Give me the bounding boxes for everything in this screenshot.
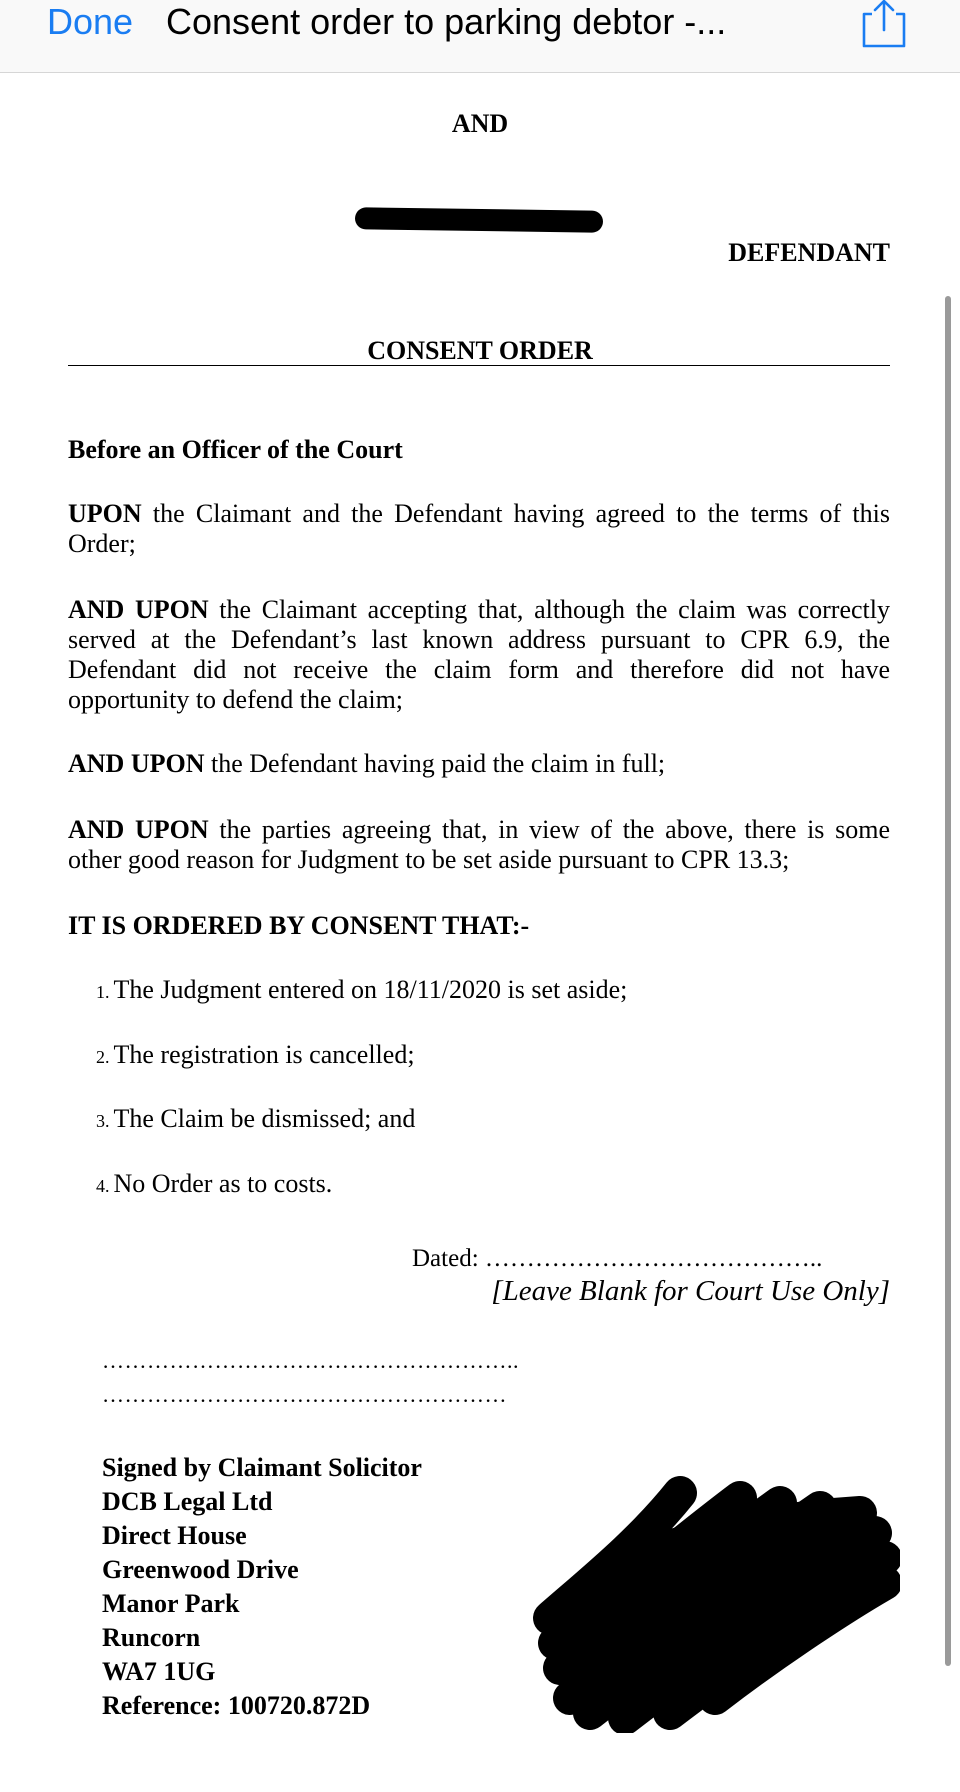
order-item: 3. The Claim be dismissed; and	[96, 1104, 416, 1133]
order-item: 2. The registration is cancelled;	[96, 1040, 415, 1069]
consent-order-heading: CONSENT ORDER	[367, 336, 593, 365]
signer-line: Runcorn	[102, 1623, 201, 1652]
defendant-label: DEFENDANT	[728, 238, 890, 267]
order-item: 1. The Judgment entered on 18/11/2020 is set aside;	[96, 975, 628, 1004]
court-use-note: [Leave Blank for Court Use Only]	[491, 1275, 890, 1307]
scrollbar-thumb[interactable]	[945, 296, 951, 1666]
top-navigation-bar	[0, 0, 960, 73]
signature-line: ………………………………………………	[102, 1382, 507, 1407]
ordered-by-consent-line: IT IS ORDERED BY CONSENT THAT:-	[68, 911, 530, 940]
signer-line: Manor Park	[102, 1589, 240, 1618]
order-item: 4. No Order as to costs.	[96, 1169, 333, 1198]
signer-line: DCB Legal Ltd	[102, 1487, 273, 1516]
share-icon	[858, 0, 910, 50]
signer-line: Greenwood Drive	[102, 1555, 299, 1584]
recital-paragraph: AND UPON the Claimant accepting that, although the claim was correctly served at the Defendant’s last known address pursuant to CPR 6.9, the Defendant did not receive the claim form and therefore did not have opportunity to defend the claim;	[68, 595, 890, 714]
recital-paragraph: AND UPON the Defendant having paid the claim in full;	[68, 749, 666, 778]
document-page	[0, 73, 960, 1792]
and-heading: AND	[451, 109, 509, 138]
done-button[interactable]: Done	[47, 1, 134, 42]
redacted-defendant-name	[355, 207, 603, 232]
signer-line: Signed by Claimant Solicitor	[102, 1453, 422, 1482]
signer-address-block	[102, 1451, 422, 1723]
officer-of-court-line: Before an Officer of the Court	[68, 435, 403, 464]
dated-line: Dated: …………………………………..	[412, 1245, 823, 1272]
signer-line: Direct House	[102, 1521, 247, 1550]
signature-line: ………………………………………………..	[102, 1348, 519, 1373]
document-title: Consent order to parking debtor -...	[166, 1, 727, 42]
redacted-signature	[530, 1473, 900, 1733]
heading-divider	[68, 365, 890, 366]
recital-paragraph: AND UPON the parties agreeing that, in view of the above, there is some other good reason for Judgment to be set aside pursuant to CPR 13.3;	[68, 815, 890, 874]
signer-line: WA7 1UG	[102, 1657, 216, 1686]
signer-line: Reference: 100720.872D	[102, 1691, 371, 1720]
recital-paragraph: UPON the Claimant and the Defendant having agreed to the terms of this Order;	[68, 499, 890, 558]
share-button[interactable]	[858, 0, 910, 50]
